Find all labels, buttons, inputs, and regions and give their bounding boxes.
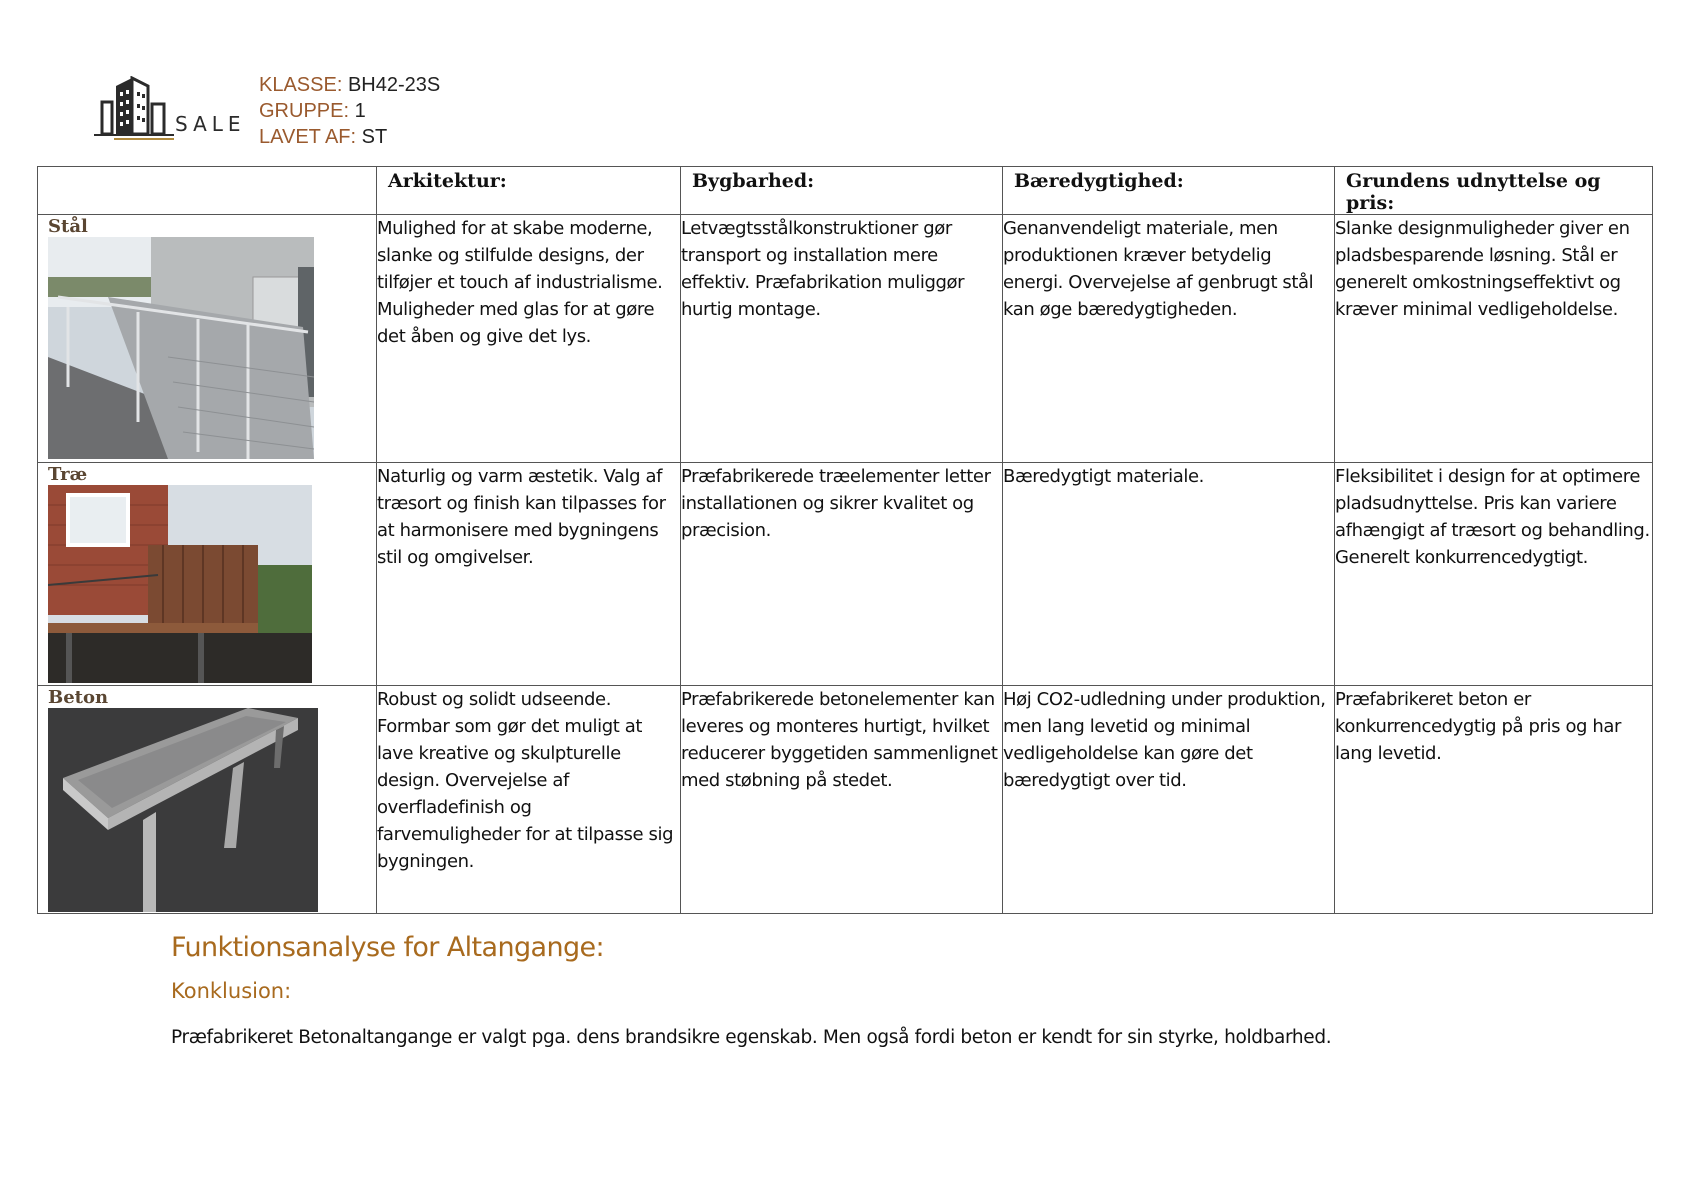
lavet-label: LAVET AF: — [259, 126, 357, 148]
gruppe-label: GRUPPE: — [259, 100, 350, 122]
table-row — [38, 686, 1653, 914]
material-name: Beton — [48, 687, 109, 708]
lavet-value: ST — [361, 126, 388, 148]
concrete-balcony-render — [48, 708, 318, 912]
bygbarhed-cell: Præfabrikerede træelementer letter installationen og sikrer kvalitet og præcision. — [681, 463, 1003, 686]
header-empty — [38, 167, 377, 215]
pris-cell: Præfabrikeret beton er konkurrencedygtig på pris og har lang levetid. — [1335, 686, 1653, 914]
analysis-subtitle: Konklusion: — [171, 979, 292, 1003]
material-name: Træ — [48, 464, 88, 485]
klasse-line — [259, 72, 440, 98]
building-logo-icon — [94, 76, 174, 140]
klasse-value: BH42-23S — [347, 74, 441, 96]
baeredygtighed-cell: Bæredygtigt materiale. — [1003, 463, 1335, 686]
logo-text: SALE — [175, 112, 246, 136]
header-bygbarhed: Bygbarhed: — [681, 167, 1003, 215]
material-cell — [38, 463, 377, 686]
arkitektur-cell: Mulighed for at skabe moderne, slanke og stilfulde designs, der tilføjer et touch af industrialisme. Muligheder med glas for at gøre det åben og give det lys. — [377, 215, 681, 463]
bygbarhed-cell: Letvægtsstålkonstruktioner gør transport og installation mere effektiv. Præfabrikation muliggør hurtig montage. — [681, 215, 1003, 463]
arkitektur-cell: Robust og solidt udseende. Formbar som gør det muligt at lave kreative og skulpturelle design. Overvejelse af overfladefinish og farvemuligheder for at tilpasse sig bygningen. — [377, 686, 681, 914]
wood-balcony-photo — [48, 485, 312, 683]
bygbarhed-cell: Præfabrikerede betonelementer kan leveres og monteres hurtigt, hvilket reducerer byggetiden sammenlignet med støbning på stedet. — [681, 686, 1003, 914]
header-arkitektur: Arkitektur: — [377, 167, 681, 215]
header-baeredygtighed: Bæredygtighed: — [1003, 167, 1335, 215]
lavet-line — [259, 124, 440, 150]
company-logo — [94, 76, 244, 140]
analysis-title: Funktionsanalyse for Altangange: — [171, 932, 605, 963]
arkitektur-cell: Naturlig og varm æstetik. Valg af træsort og finish kan tilpasses for at harmonisere med bygningens stil og omgivelser. — [377, 463, 681, 686]
material-cell — [38, 215, 377, 463]
klasse-label: KLASSE: — [259, 74, 343, 96]
header-pris: Grundens udnyttelse og pris: — [1335, 167, 1653, 215]
steel-walkway-photo — [48, 237, 314, 459]
material-comparison-table — [37, 166, 1653, 914]
table-row — [38, 463, 1653, 686]
material-name: Stål — [48, 216, 88, 237]
material-cell — [38, 686, 377, 914]
baeredygtighed-cell: Genanvendeligt materiale, men produktionen kræver betydelig energi. Overvejelse af genbrugt stål kan øge bæredygtigheden. — [1003, 215, 1335, 463]
baeredygtighed-cell: Høj CO2-udledning under produktion, men lang levetid og minimal vedligeholdelse kan gøre det bæredygtigt over tid. — [1003, 686, 1335, 914]
gruppe-value: 1 — [354, 100, 366, 122]
pris-cell: Slanke designmuligheder giver en pladsbesparende løsning. Stål er generelt omkostningseffektivt og kræver minimal vedligeholdelse. — [1335, 215, 1653, 463]
analysis-conclusion-text: Præfabrikeret Betonaltangange er valgt pga. dens brandsikre egenskab. Men også fordi beton er kendt for sin styrke, holdbarhed. — [171, 1027, 1332, 1048]
pris-cell: Fleksibilitet i design for at optimere pladsudnyttelse. Pris kan variere afhængigt af træsort og behandling. Generelt konkurrencedygtigt. — [1335, 463, 1653, 686]
table-row — [38, 215, 1653, 463]
gruppe-line — [259, 98, 440, 124]
header-meta — [259, 72, 440, 150]
table-header-row — [38, 167, 1653, 215]
